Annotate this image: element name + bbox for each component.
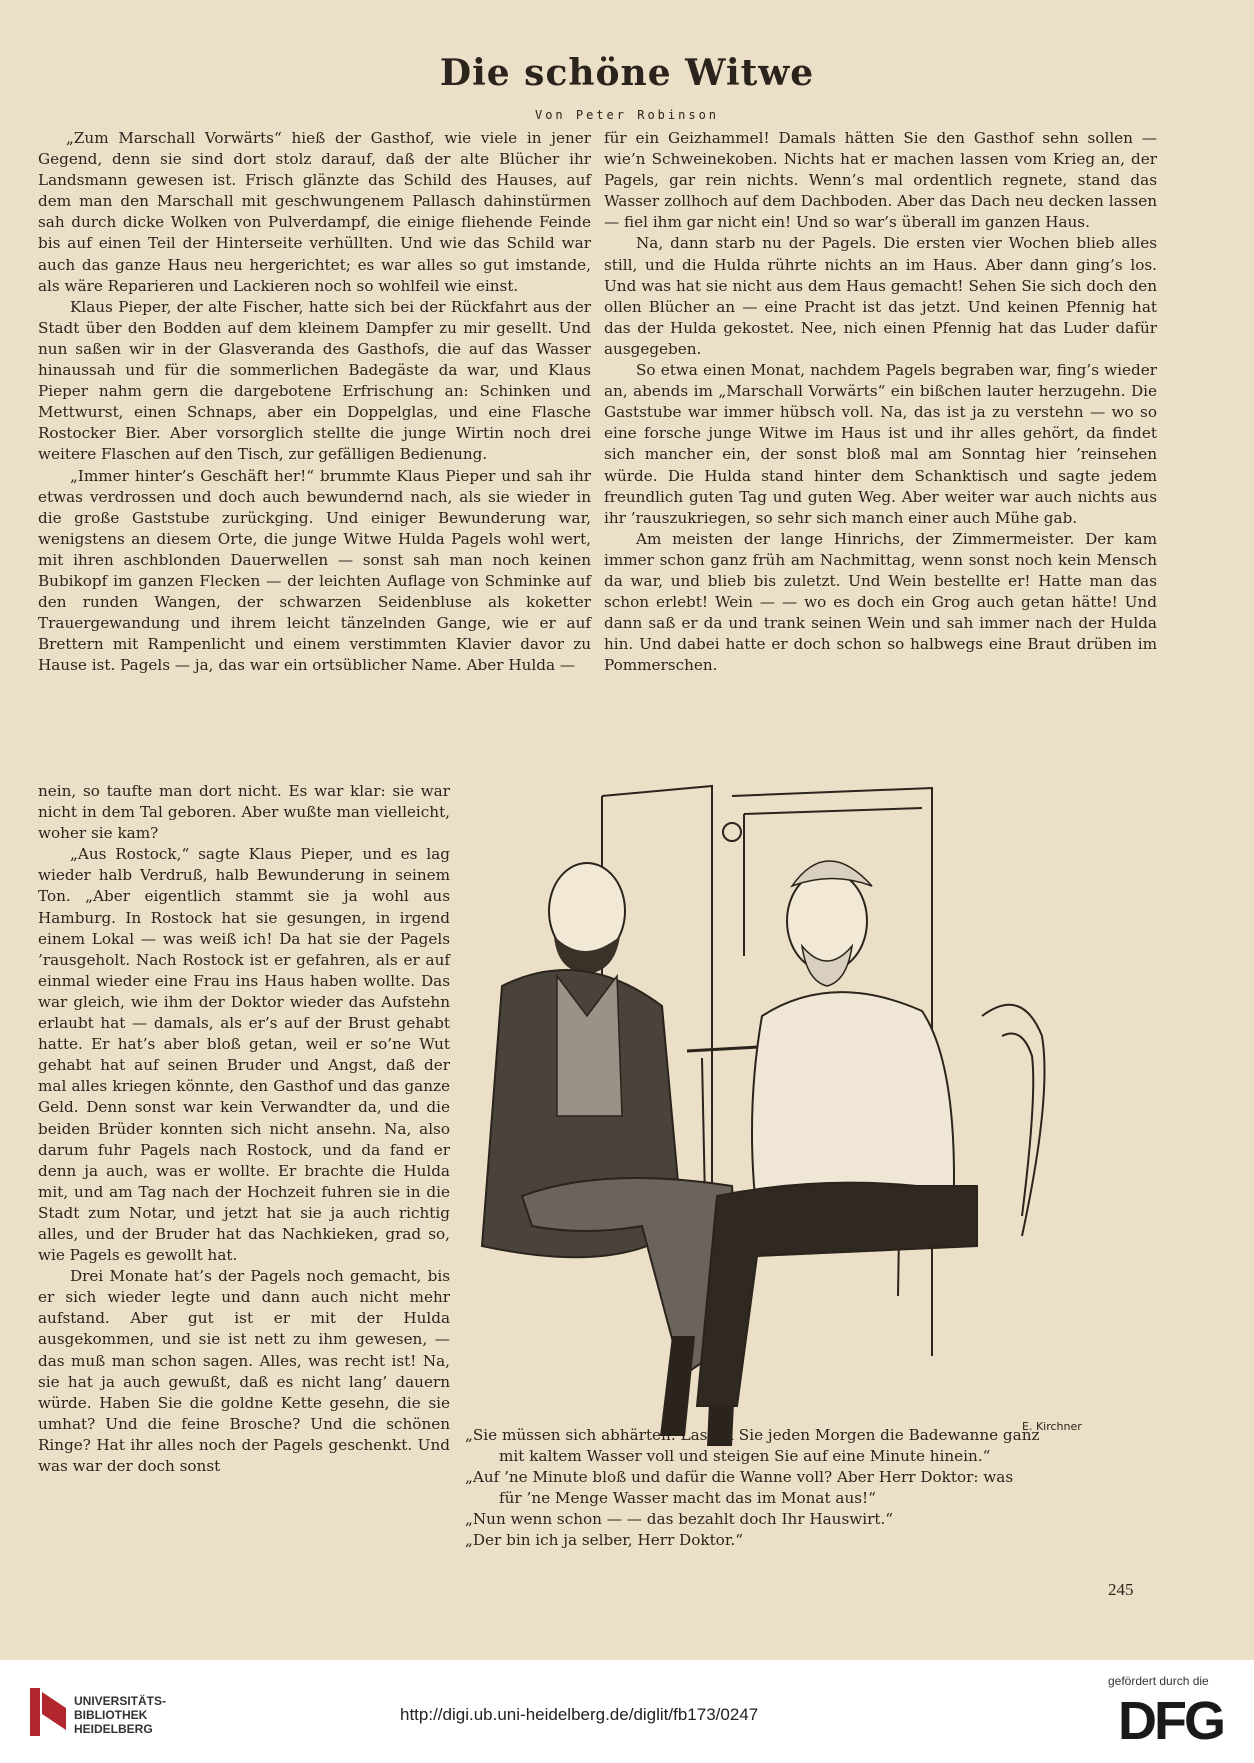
left-column-bottom [38,781,450,1477]
permalink-url[interactable]: http://digi.ub.uni-heidelberg.de/diglit/fb173/0247 [400,1705,759,1724]
caption-line: „Auf ’ne Minute bloß und dafür die Wanne voll? Aber Herr Doktor: was [465,1468,1014,1486]
article-byline: Von Peter Robinson [534,108,720,122]
paragraph: „Immer hinter’s Geschäft her!“ brummte Klaus Pieper und sah ihr etwas verdrossen und doch auch bewundernd nach, als sie wieder in die große Gaststube zurückging. Und einiger Bewunderung war, wenigstens an diesem Orte, die junge Witwe Hulda Pagels wohl wert, mit ihren aschblonden Dauerwellen — sonst sah man noch keinen Bubikopf im ganzen Flecken — der leichten Auflage von Schminke auf den runden Wangen, der schwarzen Seidenbluse als koketter Trauergewandung und ihrem leicht tänzelnden Gange, wie er auf Brettern mit Rampenlicht und einem verstimmten Klavier davor zu Hause ist. Pagels — ja, das war ein ortsüblicher Name. Aber Hulda — [38,466,591,675]
paragraph: Drei Monate hat’s der Pagels noch gemacht, bis er sich wieder legte und dann auch nicht mehr aufstand. Aber gut ist er mit der Hulda ausgekommen, und sie ist nett zu ihm gewesen, — das muß man schon sagen. Alles, was recht ist! Na, sie hat ja auch gewußt, daß es nicht lang’ dauern würde. Haben Sie die goldne Kette gesehn, die sie umhat? Und die feine Brosche? Und die schönen Ringe? Hat ihr alles noch der Pagels geschenkt. Und was war der doch sonst [38,1267,450,1475]
library-name-line: UNIVERSITÄTS- [74,1694,167,1708]
dfg-logo: DFG [1118,1691,1223,1751]
library-logo-icon [28,1684,68,1740]
library-name [74,1694,166,1736]
article-title: Die schöne Witwe [439,52,815,94]
right-column [604,128,1157,676]
paragraph: Na, dann starb nu der Pagels. Die ersten vier Wochen blieb alles still, und die Hulda rührte nichts an im Haus. Aber dann ging’s los. Und was hat sie nicht aus dem Haus gemacht! Sehen Sie sich doch den ollen Blücher an — eine Pracht ist das jetzt. Und keinen Pfennig hat das der Hulda gekostet. Nee, nich einen Pfennig hat das Luder dafür ausgegeben. [604,234,1157,358]
illustration-caption [465,1425,1115,1551]
paragraph: für ein Geizhammel! Damals hätten Sie den Gasthof sehn sollen — wie’n Schweinekoben. Nichts hat er machen lassen vom Krieg an, der Pagels, gar rein nichts. Wenn’s mal ordentlich regnete, stand das Wasser zollhoch auf dem Dachboden. Aber das Dach neu decken lassen — fiel ihm gar nicht ein! Und so war’s überall im ganzen Haus. [604,129,1157,232]
paragraph: nein, so taufte man dort nicht. Es war klar: sie war nicht in dem Tal geboren. Aber wußte man vielleicht, woher sie kam? [38,782,450,843]
funded-by-label: gefördert durch die [1108,1674,1209,1688]
paragraph: „Zum Marschall Vorwärts“ hieß der Gasthof, wie viele in jener Gegend, denn sie sind dort stolz darauf, daß der alte Blücher ihr Landsmann gewesen ist. Frisch glänzte das Schild des Hauses, auf dem man den Marschall mit geschwungenem Pallasch dahinstürmen sah durch dicke Wolken von Pulverdampf, die einige fliehende Feinde bis auf einen Teil der Hinterseite verhüllten. Und wie das Schild war auch das ganze Haus neu hergerichtet; es war alles so gut imstande, als wäre Reparieren und Lackieren noch so wohlfeil wie einst. [38,129,591,295]
caption-line: „Nun wenn schon — — das bezahlt doch Ihr Hauswirt.“ [465,1510,894,1528]
caption-line: für ’ne Menge Wasser macht das im Monat aus!“ [499,1489,876,1507]
doctor-figure [697,861,977,1406]
artist-signature: E. Kirchner [1022,1420,1082,1433]
caption-line: mit kaltem Wasser voll und steigen Sie auf eine Minute hinein.“ [499,1447,991,1465]
paragraph: Am meisten der lange Hinrichs, der Zimmermeister. Der kam immer schon ganz früh am Nachmittag, wenn sonst noch kein Mensch da war, und blieb bis zuletzt. Und Wein bestellte er! Hatte man das schon erlebt! Wein — — wo es doch ein Grog auch getan hätte! Und dann saß er da und trank seinen Wein und sah immer nach der Hulda hin. Und dabei hatte er doch schon so halbwegs eine Braut drüben im Pommerschen. [604,529,1157,675]
doctor-patient-illustration [462,776,1122,1456]
caption-line: „Sie müssen sich abhärten. Lassen Sie jeden Morgen die Badewanne ganz [465,1426,1040,1444]
library-name-line: HEIDELBERG [74,1722,153,1736]
left-column-top [38,128,591,676]
library-name-line: BIBLIOTHEK [74,1708,148,1722]
page-number: 245 [1108,1580,1134,1599]
paragraph: Klaus Pieper, der alte Fischer, hatte sich bei der Rückfahrt aus der Stadt über den Bodden auf dem kleinem Dampfer zu mir gesellt. Und nun saßen wir in der Glasveranda des Gasthofs, die auf das Wasser hinaussah und für die sommerlichen Badegäste da war, und Klaus Pieper nahm gern die dargebotene Erfrischung an: Schinken und Mettwurst, einen Schnaps, aber ein Doppelglas, und eine Flasche Rostocker Bier. Aber vorsorglich stellte die junge Wirtin noch drei weitere Flaschen auf den Tisch, zur gefälligen Bedienung. [38,297,591,464]
caption-line: „Der bin ich ja selber, Herr Doktor.“ [465,1531,743,1549]
paragraph: „Aus Rostock,“ sagte Klaus Pieper, und es lag wieder halb Verdruß, halb Bewunderung in seinem Ton. „Aber eigentlich stammt sie ja wohl aus Hamburg. In Rostock hat sie gesungen, in irgend einem Lokal — was weiß ich! Da hat sie der Pagels ’rausgeholt. Nach Rostock ist er gefahren, als er auf einmal wieder eine Frau ins Haus haben wollte. Das war gleich, wie ihm der Doktor wieder das Aufstehn erlaubt hat — damals, als er’s auf der Brust gehabt hatte. Er hat’s aber bloß getan, weil er so’ne Wut gehabt hat auf seinen Bruder und Angst, daß der mal alles kriegen könnte, den Gasthof und das ganze Geld. Denn sonst war kein Verwandter da, und die beiden Brüder konnten sich nicht ansehn. Na, also darum fuhr Pagels nach Rostock, und da fand er denn ja auch, was er wollte. Er brachte die Hulda mit, und am Tag nach der Hochzeit fuhren sie in die Stadt zum Notar, und jetzt hat sie ja auch richtig alles, und der Bruder hat das Nachkieken, grad so, wie Pagels es gewollt hat. [38,845,450,1265]
paragraph: So etwa einen Monat, nachdem Pagels begraben war, fing’s wieder an, abends im „Marschall Vorwärts“ ein bißchen lauter herzugehn. Die Gaststube war immer hübsch voll. Na, das ist ja zu verstehn — wo so eine forsche junge Witwe im Haus ist und ihr alles gehört, da findet sich mancher ein, der sonst bloß mal am Sonntag hier ’reinsehen würde. Die Hulda stand hinter dem Schanktisch und sagte jedem freundlich guten Tag und guten Weg. Aber weiter war auch nichts aus ihr ’rauszukriegen, so sehr sich manch einer auch Mühe gab. [604,361,1157,527]
footer-bar [0,1660,1254,1763]
